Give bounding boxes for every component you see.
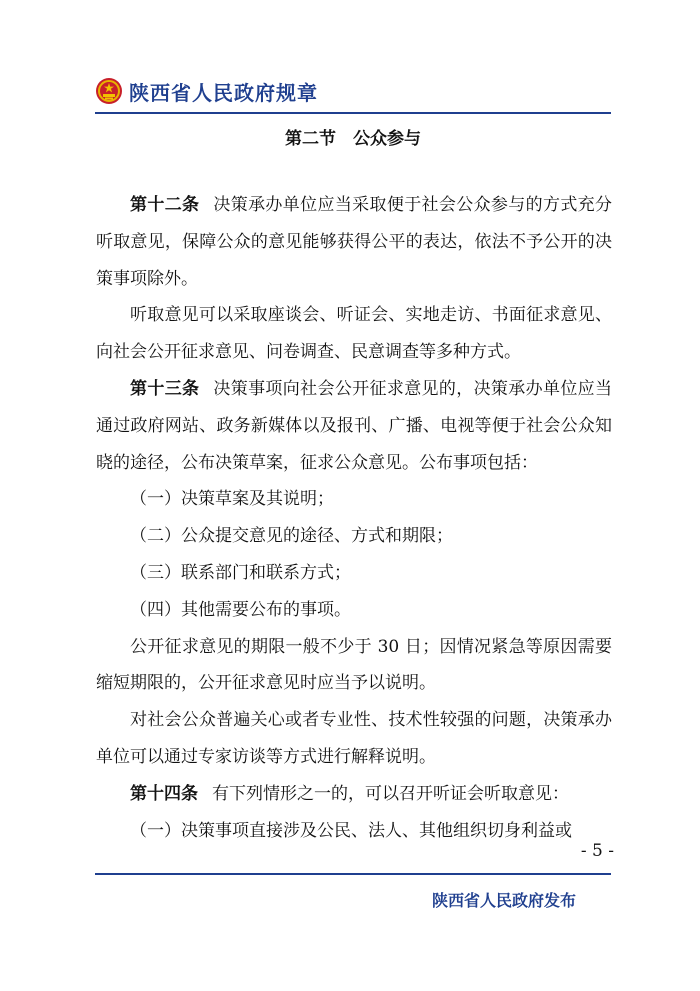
paragraph-text: （一）决策事项直接涉及公民、法人、其他组织切身利益或 [130, 820, 572, 841]
header-title: 陕西省人民政府规章 [129, 80, 318, 105]
article-number: 第十四条 [130, 783, 198, 804]
article-number: 第十二条 [130, 195, 200, 215]
body-paragraph [96, 629, 612, 703]
body-paragraph [96, 297, 612, 371]
paragraph-text: 公开征求意见的期限一般不少于 30 日；因情况紧急等原因需要缩短期限的，公开征求意见时应当予以说明。 [96, 636, 612, 694]
article-number: 第十三条 [130, 378, 200, 399]
section-title: 第二节 公众参与 [285, 129, 421, 149]
article-paragraph [96, 371, 612, 481]
article-paragraph [96, 187, 612, 297]
paragraph-text: （四）其他需要公布的事项。 [130, 599, 351, 620]
body-paragraph [96, 813, 612, 850]
header-rule [95, 112, 611, 114]
paragraph-text: （二）公众提交意见的途径、方式和期限； [130, 526, 453, 547]
footer-rule [95, 873, 611, 875]
page-header [95, 73, 318, 109]
paragraph-text: 决策承办单位应当采取便于社会公众参与的方式充分听取意见，保障公众的意见能够获得公平的表达，依法不予公开的决策事项除外。 [96, 195, 613, 289]
document-body [96, 187, 612, 849]
article-paragraph [96, 776, 612, 813]
paragraph-text: （三）联系部门和联系方式； [130, 562, 351, 583]
body-paragraph [96, 555, 612, 592]
body-paragraph [96, 702, 612, 776]
body-paragraph [96, 518, 612, 555]
paragraph-text: 有下列情形之一的，可以召开听证会听取意见： [212, 783, 569, 804]
paragraph-text: 听取意见可以采取座谈会、听证会、实地走访、书面征求意见、向社会公开征求意见、问卷调查、民意调查等多种方式。 [96, 305, 612, 363]
paragraph-text: 对社会公众普遍关心或者专业性、技术性较强的问题，决策承办单位可以通过专家访谈等方式进行解释说明。 [96, 710, 612, 767]
footer-publisher: 陕西省人民政府发布 [431, 891, 576, 910]
national-emblem-icon [95, 77, 123, 105]
paragraph-text: 决策事项向社会公开征求意见的，决策承办单位应当通过政府网站、政务新媒体以及报刊、广播、电视等便于社会公众知晓的途径，公布决策草案，征求公众意见。公布事项包括： [96, 378, 613, 473]
body-paragraph [96, 481, 612, 518]
page-number: - 5 - [580, 841, 614, 861]
body-paragraph [96, 592, 612, 629]
paragraph-text: （一）决策草案及其说明； [130, 489, 334, 510]
